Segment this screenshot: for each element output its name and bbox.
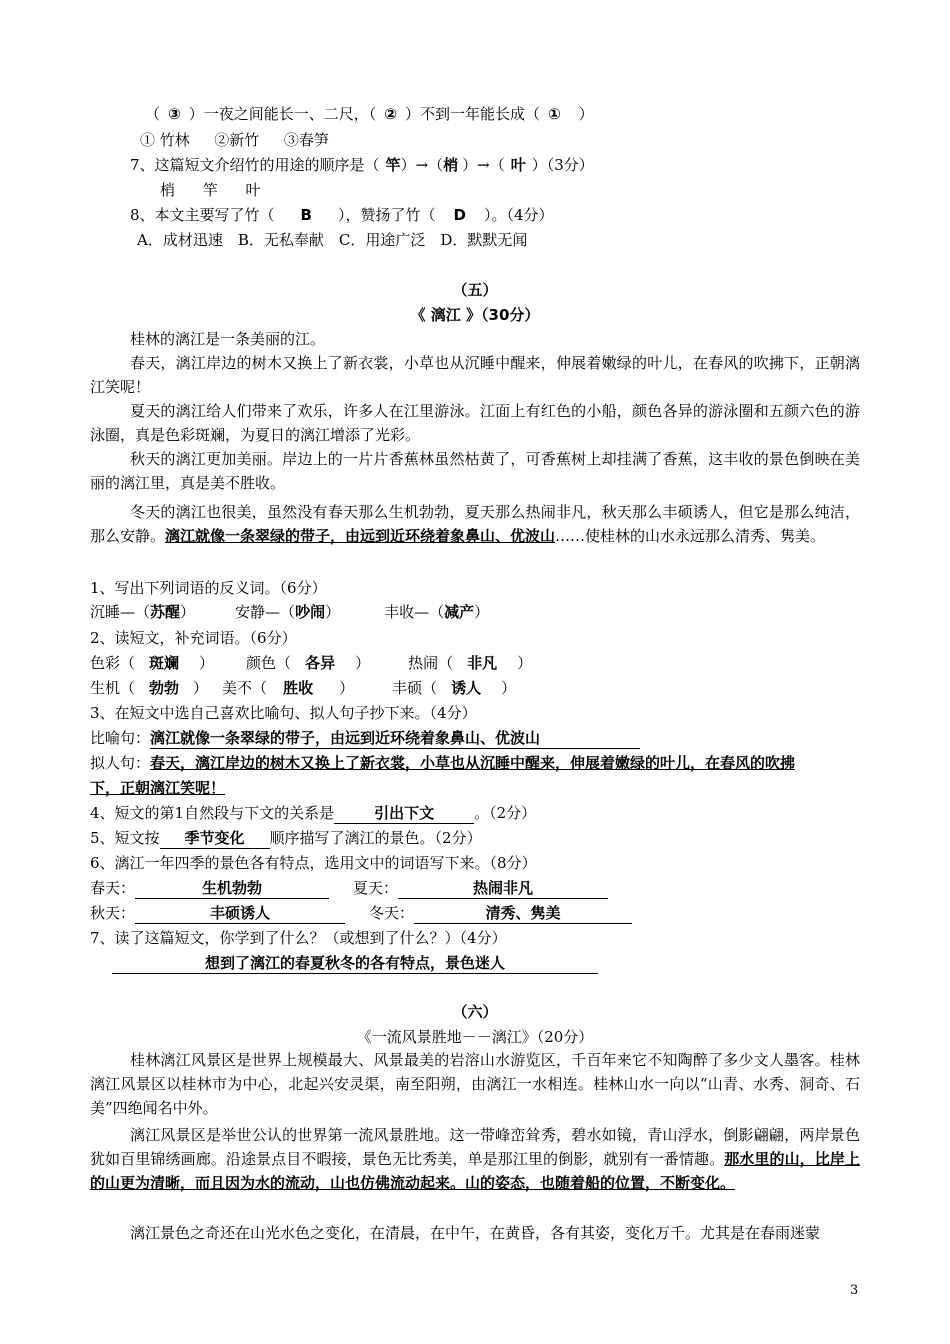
answer: 想到了漓江的春夏秋冬的各有特点，景色迷人 <box>112 953 598 974</box>
s4-q7-words: 梢 竿 叶 <box>160 181 261 199</box>
answer: 斑斓 <box>149 654 180 672</box>
s5-number: （五） <box>452 281 498 299</box>
page-number: 3 <box>850 1283 859 1298</box>
s5-para-3: 夏天的漓江给人们带来了欢乐，许多人在江里游泳。江面上有红色的小船，颜色各异的游泳圈和五颜六色的游泳圈，真是色彩斑斓，为夏日的漓江增添了光彩。 <box>90 402 860 444</box>
answer: 非凡 <box>467 654 498 672</box>
answer: 热闹非凡 <box>398 878 608 899</box>
answer: 勃勃 <box>149 679 180 697</box>
s5-q4: 4、短文的第1自然段与下文的关系是 引出下文 。（2分） <box>90 804 537 822</box>
answer: 胜收 <box>283 679 314 697</box>
s6-number: （六） <box>452 1003 498 1021</box>
s5-q6-row-1: 春天： 生机勃勃 夏天： 热闹非凡 <box>90 878 865 899</box>
answer: 季节变化 <box>160 828 270 849</box>
answer: D <box>453 206 466 224</box>
s6-para-1: 桂林漓江风景区是世界上规模最大、风景最美的岩溶山水游览区，千百年来它不知陶醉了多少文人墨客。桂林漓江风景区以桂林市为中心，北起兴安灵渠，南至阳朔，由漓江一水相连。桂林山水一向以“山青、水秀、洞奇、石美”四绝闻名中外。 <box>90 1051 860 1117</box>
answer: 春天，漓江岸边的树木又换上了新衣裳，小草也从沉睡中醒来，伸展着嫩绿的叶儿，在春风的吹拂 <box>150 754 796 772</box>
answer: ③ <box>168 105 181 123</box>
s5-para-1: 桂林的漓江是一条美丽的江。 <box>130 330 326 348</box>
answer: 漓江就像一条翠绿的带子，由远到近环绕着象鼻山、优波山 <box>150 728 640 749</box>
s5-para-5: 冬天的漓江也很美，虽然没有春天那么生机勃勃，夏天那么热闹非凡，秋天那么丰硕诱人，但它是那么纯洁，那么安静。漓江就像一条翠绿的带子，由远到近环绕着象鼻山、优波山……使桂林的山水永远那么清秀、隽美。 <box>90 503 860 545</box>
s6-title: 《一流风景胜地－－漓江》（20分） <box>356 1028 594 1046</box>
s4-growth-question: （ ③ ）一夜之间能长一、二尺，（ ② ）不到一年能长成（ ① ） <box>145 105 594 123</box>
s4-q8-options: A．成材迅速 B．无私奉献 C．用途广泛 D．默默无闻 <box>137 231 528 249</box>
s4-q7: 7、这篇短文介绍竹的用途的顺序是（ 竿）→（梢 ）→（ 叶 ）（3分） <box>130 156 594 174</box>
answer: B <box>300 206 312 224</box>
s5-q2-row-1: 色彩（ 斑斓 ） 颜色（ 各异 ） 热闹（ 非凡 ） <box>90 654 533 672</box>
underlined-sentence: 那水里的山，比岸上的山更为清晰，而且因为水的流动，山也仿佛流动起来。山的姿态，也随着船的位置，不断变化。 <box>90 1150 860 1192</box>
answer: 诱人 <box>451 679 482 697</box>
s5-q6-row-2: 秋天： 丰硕诱人 冬天： 清秀、隽美 <box>90 903 865 924</box>
answer: 引出下文 <box>334 803 474 824</box>
answer: ② <box>384 105 397 123</box>
answer: ① <box>547 105 561 123</box>
answer: 减产 <box>444 603 475 621</box>
s5-q1: 1、写出下列词语的反义词。（6分） <box>90 579 327 597</box>
answer: 各异 <box>305 654 336 672</box>
s5-title: 《 漓江 》（30分） <box>410 306 540 324</box>
s5-q2: 2、读短文，补充词语。（6分） <box>90 629 297 647</box>
s4-growth-options: ① 竹林 ②新竹 ③春笋 <box>140 131 329 149</box>
answer: 苏醒 <box>150 603 181 621</box>
answer: 叶 <box>510 156 526 174</box>
answer: 吵闹 <box>295 603 326 621</box>
s5-q5: 5、短文按 季节变化 顺序描写了漓江的景色。（2分） <box>90 829 482 847</box>
s5-q6: 6、漓江一年四季的景色各有特点，选用文中的词语写下来。（8分） <box>90 854 537 872</box>
answer: 竿 <box>385 156 401 174</box>
s5-q3-personification: 拟人句：春天，漓江岸边的树木又换上了新衣裳，小草也从沉睡中醒来，伸展着嫩绿的叶儿，在春风的吹拂 <box>90 754 796 772</box>
answer: 梢 <box>443 156 459 174</box>
s5-q3: 3、在短文中选自己喜欢比喻句、拟人句子抄下来。（4分） <box>90 704 477 722</box>
s5-q1-answers: 沉睡—（苏醒） 安静—（吵闹） 丰收—（减产） <box>90 603 490 621</box>
s4-q8: 8、本文主要写了竹（ B ），赞扬了竹（ D ）。（4分） <box>130 206 554 224</box>
underlined-simile: 漓江就像一条翠绿的带子，由远到近环绕着象鼻山、优波山 <box>165 527 556 545</box>
answer: 生机勃勃 <box>135 878 329 899</box>
s5-para-2: 春天，漓江岸边的树木又换上了新衣裳，小草也从沉睡中醒来，伸展着嫩绿的叶儿，在春风的吹拂下，正朝漓江笑呢！ <box>90 354 860 396</box>
s5-q7-answer <box>112 953 887 974</box>
s6-para-3: 漓江景色之奇还在山光水色之变化，在清晨，在中午，在黄昏，各有其姿，变化万千。尤其是在春雨迷蒙 <box>130 1224 821 1242</box>
s5-para-4: 秋天的漓江更加美丽。岸边上的一片片香蕉林虽然枯黄了，可香蕉树上却挂满了香蕉，这丰收的景色倒映在美丽的漓江里，真是美不胜收。 <box>90 450 860 492</box>
s5-q3-simile: 比喻句：漓江就像一条翠绿的带子，由远到近环绕着象鼻山、优波山 <box>90 728 865 749</box>
answer: 下，正朝漓江笑呢！ <box>90 779 226 797</box>
s5-q3-personification-cont <box>90 778 865 798</box>
answer: 清秀、隽美 <box>414 903 632 924</box>
s5-q2-row-2: 生机（ 勃勃 ） 美不（ 胜收 ） 丰硕（ 诱人 ） <box>90 679 517 697</box>
answer: 丰硕诱人 <box>135 903 345 924</box>
s5-q7: 7、读了这篇短文，你学到了什么？（或想到了什么？）（4分） <box>90 929 507 947</box>
s6-para-2: 漓江风景区是举世公认的世界第一流风景胜地。这一带峰峦耸秀，碧水如镜，青山浮水，倒影翩翩，两岸景色犹如百里锦绣画廊。沿途景点目不暇接，景色无比秀美，单是那江里的倒影，就别有一番情趣。那水里的山，比岸上的山更为清晰，而且因为水的流动，山也仿佛流动起来。山的姿态，也随着船的位置，不断变化。 <box>90 1126 860 1192</box>
